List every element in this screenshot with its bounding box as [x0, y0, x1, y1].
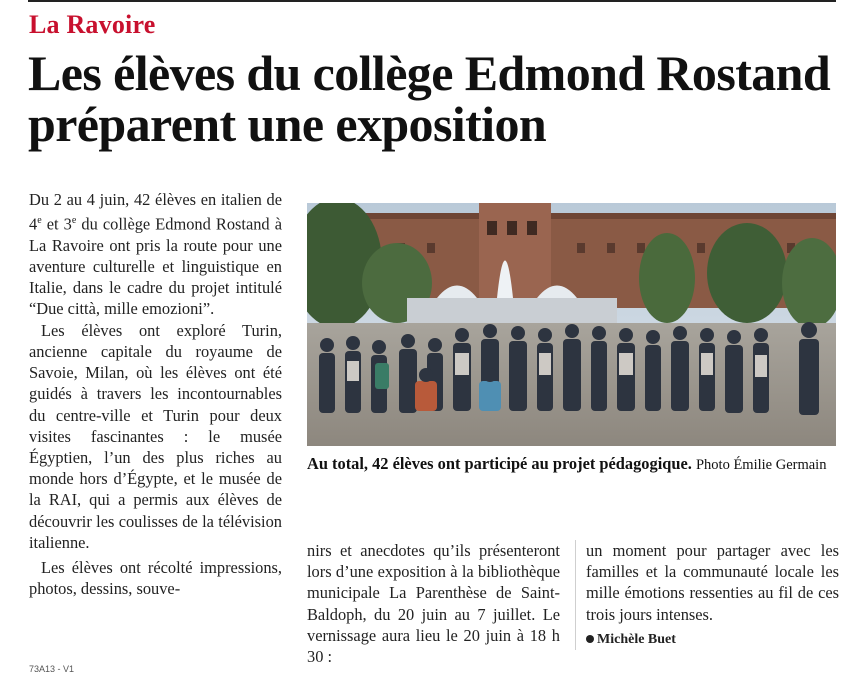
caption-text: Au total, 42 élèves ont participé au projet pédagogique.: [307, 454, 692, 473]
ordinal-superscript: e: [71, 215, 77, 227]
paragraph-3-continued: nirs et anecdotes qu’ils présenteront lors d’une exposition à la bibliothèque municipale La Parenthèse de Saint-Baldoph, du 20 juin au 7 juillet. Le vernissage aura lieu le 20 juin à 18 h 30 :: [307, 541, 560, 667]
article-headline: Les élèves du collège Edmond Rostand préparent une exposition: [28, 45, 831, 152]
paragraph-1-part-b: et 3: [41, 214, 72, 234]
author-byline: [586, 629, 839, 650]
group-photo: [307, 203, 836, 446]
body-column-3: [586, 540, 839, 650]
page-folio: 73A13 - V1: [29, 664, 75, 674]
paragraph-3-end: un moment pour partager avec les familles et la communauté locale les mille émotions ressenties au fil de ces trois jours intenses.: [586, 541, 839, 624]
ordinal-superscript: e: [37, 215, 42, 227]
author-name: Michèle Buet: [597, 631, 676, 647]
section-kicker: La Ravoire: [29, 10, 156, 39]
photo-caption: [307, 453, 837, 476]
paragraph-1: [29, 189, 282, 320]
column-divider: [575, 540, 576, 650]
body-column-2: [307, 540, 560, 667]
paragraph-1-part-a: Du 2 au 4 juin, 42 élèves en italien de 4: [29, 190, 282, 234]
paragraph-3: Les élèves ont récolté impressions, photos, dessins, souve-: [29, 557, 282, 599]
paragraph-2: Les élèves ont exploré Turin, ancienne capitale du royaume de Savoie, Milan, où les élèves ont été guidés à travers les incontournables du centre-ville et Turin pour deux visites fascinantes : le musée Égyptien, l’un des plus riches au monde hors d’Égypte, et le musée de la RAI, qui a permis aux élèves de découvrir les coulisses de la télévision italienne.: [29, 320, 282, 552]
body-column-1: [29, 189, 282, 599]
bullet-icon: [586, 635, 594, 643]
paragraph-1-part-c: du collège Edmond Rostand à La Ravoire ont pris la route pour une aventure culturelle et linguistique en Italie, dans le cadre du projet intitulé “Due città, mille emozioni”.: [29, 214, 282, 319]
photo-credit: Photo Émilie Germain: [695, 457, 827, 473]
top-rule: [28, 0, 836, 2]
